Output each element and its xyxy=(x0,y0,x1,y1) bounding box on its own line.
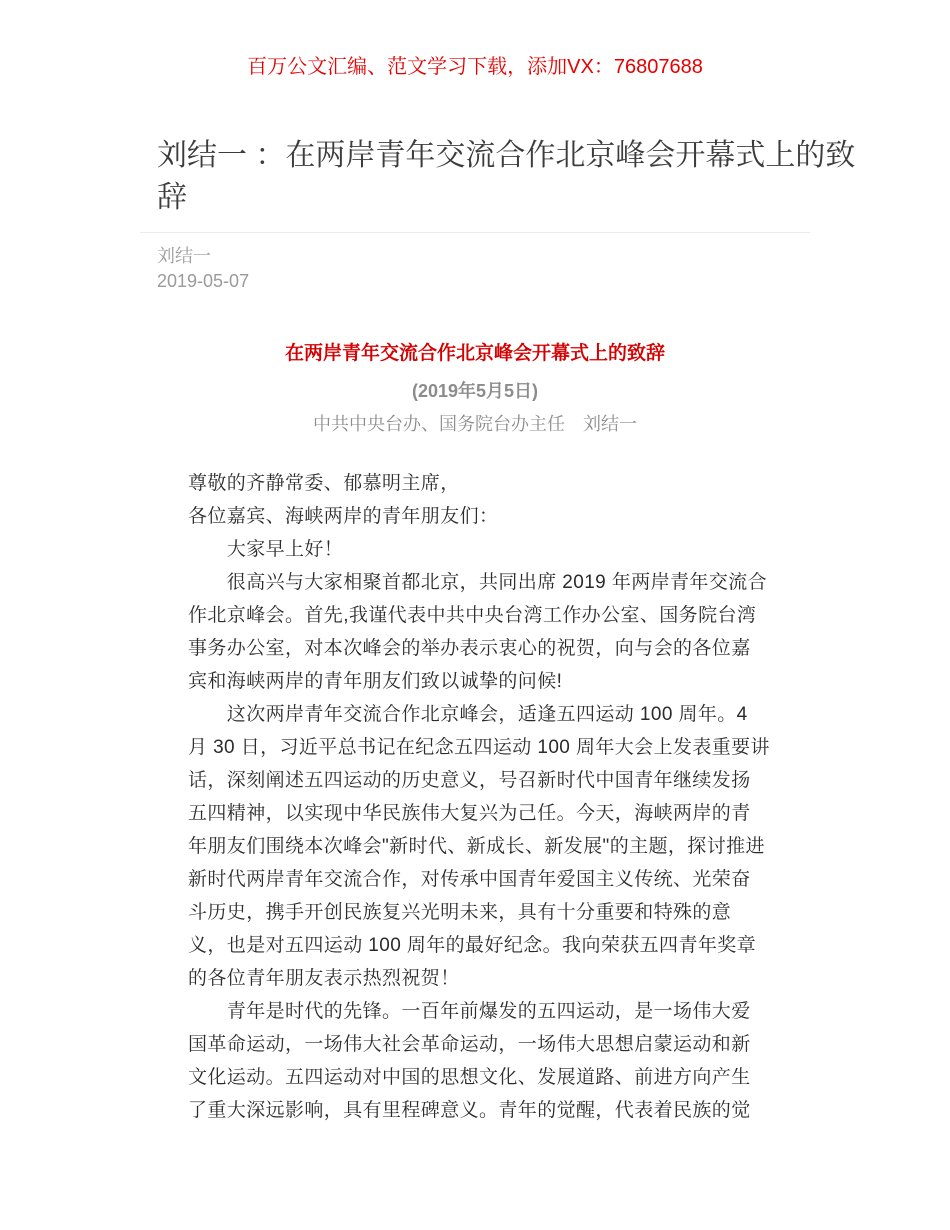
speech-document xyxy=(140,340,810,1127)
author-name: 刘结一 xyxy=(157,246,211,266)
speech-line: 各位嘉宾、海峡两岸的青年朋友们： xyxy=(188,506,499,527)
page-title xyxy=(140,135,856,219)
speech-line: 国革命运动，一场伟大社会革命运动，一场伟大思想启蒙运动和新 xyxy=(188,1034,751,1055)
speech-line: 话，深刻阐述五四运动的历史意义，号召新时代中国青年继续发扬 xyxy=(188,770,751,791)
speech-line: 新时代两岸青年交流合作，对传承中国青年爱国主义传统、光荣奋 xyxy=(188,869,751,890)
speech-line: 了重大深远影响，具有里程碑意义。青年的觉醒，代表着民族的觉 xyxy=(188,1100,751,1121)
speech-line: 事务办公室，对本次峰会的举办表示衷心的祝贺，向与会的各位嘉 xyxy=(188,638,751,659)
speech-line: 尊敬的齐静常委、郁慕明主席， xyxy=(188,473,460,494)
page-title-line: 刘结一 ：在两岸青年交流合作北京峰会开幕式上的致 xyxy=(157,139,856,172)
speech-line: 五四精神，以实现中华民族伟大复兴为己任。今天，海峡两岸的青 xyxy=(188,803,751,824)
speech-line: 年朋友们围绕本次峰会"新时代、新成长、新发展"的主题，探讨推进 xyxy=(188,836,765,857)
speech-line: 的各位青年朋友表示热烈祝贺！ xyxy=(188,968,460,989)
speech-line: 月 30 日，习近平总书记在纪念五四运动 100 周年大会上发表重要讲 xyxy=(188,737,770,758)
speech-line: 大家早上好！ xyxy=(188,539,344,560)
speech-date: (2019年5月5日) xyxy=(411,381,539,401)
publish-date: 2019-05-07 xyxy=(157,271,250,291)
speech-line: 作北京峰会。首先,我谨代表中共中央台湾工作办公室、国务院台湾 xyxy=(188,605,757,626)
speech-line: 义，也是对五四运动 100 周年的最好纪念。我向荣获五四青年奖章 xyxy=(188,935,757,956)
page-title-line: 辞 xyxy=(157,181,187,214)
speech-title: 在两岸青年交流合作北京峰会开幕式上的致辞 xyxy=(284,343,665,364)
speech-line: 青年是时代的先锋。一百年前爆发的五四运动，是一场伟大爱 xyxy=(188,1001,751,1022)
speech-line: 很高兴与大家相聚首都北京，共同出席 2019 年两岸青年交流合 xyxy=(188,572,768,593)
promo-banner: 百万公文汇编、范文学习下载，添加VX：76807688 xyxy=(247,56,703,78)
speech-line: 宾和海峡两岸的青年朋友们致以诚挚的问候! xyxy=(188,671,563,692)
speech-line: 斗历史，携手开创民族复兴光明未来，具有十分重要和特殊的意 xyxy=(188,902,732,923)
article-container xyxy=(140,135,856,1127)
speech-byline: 中共中央台办、国务院台办主任 刘结一 xyxy=(313,414,637,434)
speech-line: 文化运动。五四运动对中国的思想文化、发展道路、前进方向产生 xyxy=(188,1067,751,1088)
article-meta xyxy=(140,244,810,294)
speech-line: 这次两岸青年交流合作北京峰会，适逢五四运动 100 周年。4 xyxy=(188,704,748,725)
speech-body xyxy=(188,467,774,1127)
title-divider xyxy=(140,232,810,233)
